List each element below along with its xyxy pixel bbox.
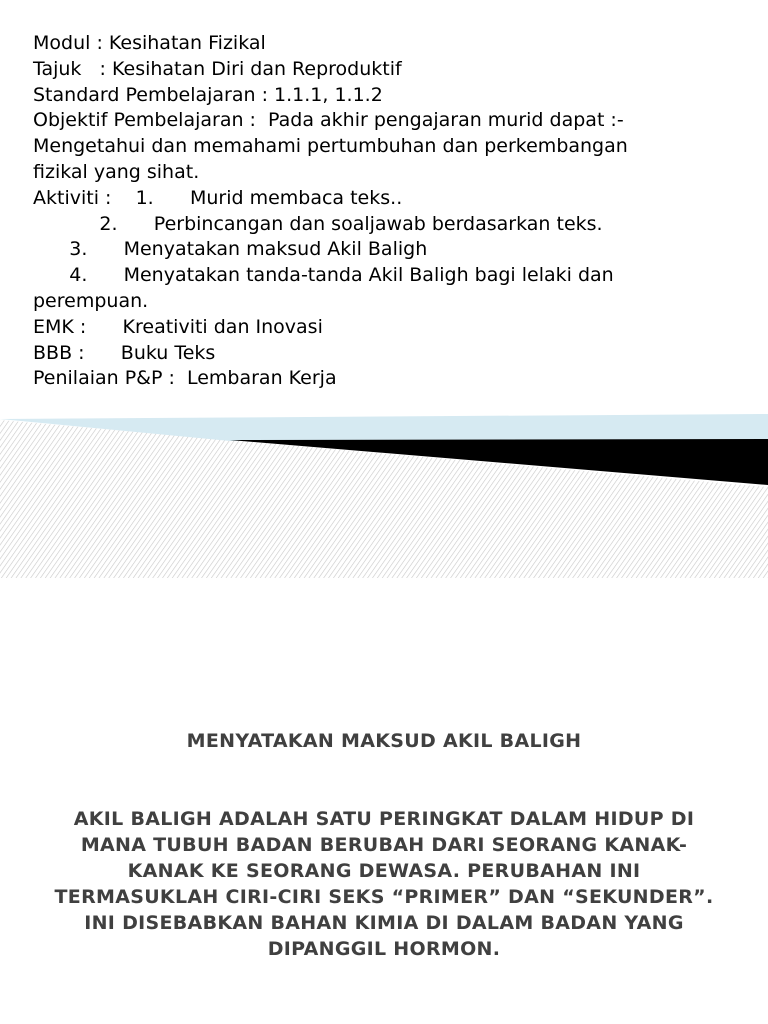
tajuk-line: Tajuk : Kesihatan Diri dan Reproduktif [33, 57, 402, 80]
slide-heading: MENYATAKAN MAKSUD AKIL BALIGH [186, 730, 582, 752]
aktiviti-line-4b: perempuan. [33, 289, 149, 312]
modul-line: Modul : Kesihatan Fizikal [33, 32, 266, 54]
aktiviti-line-1: Aktiviti : 1. Murid membaca teks.. [33, 186, 403, 209]
emk-line: EMK : Kreativiti dan Inovasi [33, 315, 323, 338]
aktiviti-line-4: 4. Menyatakan tanda-tanda Akil Baligh bagi lelaki dan [33, 264, 614, 287]
definition-slide [0, 578, 768, 1024]
aktiviti-line-2: 2. Perbincangan dan soaljawab berdasarkan teks. [33, 212, 603, 235]
bbb-line: BBB : Buku Teks [33, 341, 216, 364]
penilaian-line: Penilaian P&P : Lembaran Kerja [33, 367, 337, 390]
objektif-line-2: Mengetahui dan memahami pertumbuhan dan perkembangan [33, 135, 628, 158]
aktiviti-line-3: 3. Menyatakan maksud Akil Baligh [33, 238, 428, 261]
lesson-plan-text [33, 31, 733, 392]
definition-text: AKIL BALIGH ADALAH SATU PERINGKAT DALAM HIDUP DI MANA TUBUH BADAN BERUBAH DARI SEORANG KANAK-KANAK KE SEORANG DEWASA. PERUBAHAN INI TERMASUKLAH CIRI-CIRI SEKS “PRIMER” DAN “SEKUNDER”. INI DISEBABKAN BAHAN KIMIA DI DALAM BADAN YANG DIPANGGIL HORMON. [54, 808, 714, 960]
objektif-line-1: Objektif Pembelajaran : Pada akhir pengajaran murid dapat :- [33, 109, 624, 132]
decorative-band [0, 405, 768, 578]
objektif-line-3: fizikal yang sihat. [33, 160, 200, 183]
standard-line: Standard Pembelajaran : 1.1.1, 1.1.2 [33, 83, 383, 106]
